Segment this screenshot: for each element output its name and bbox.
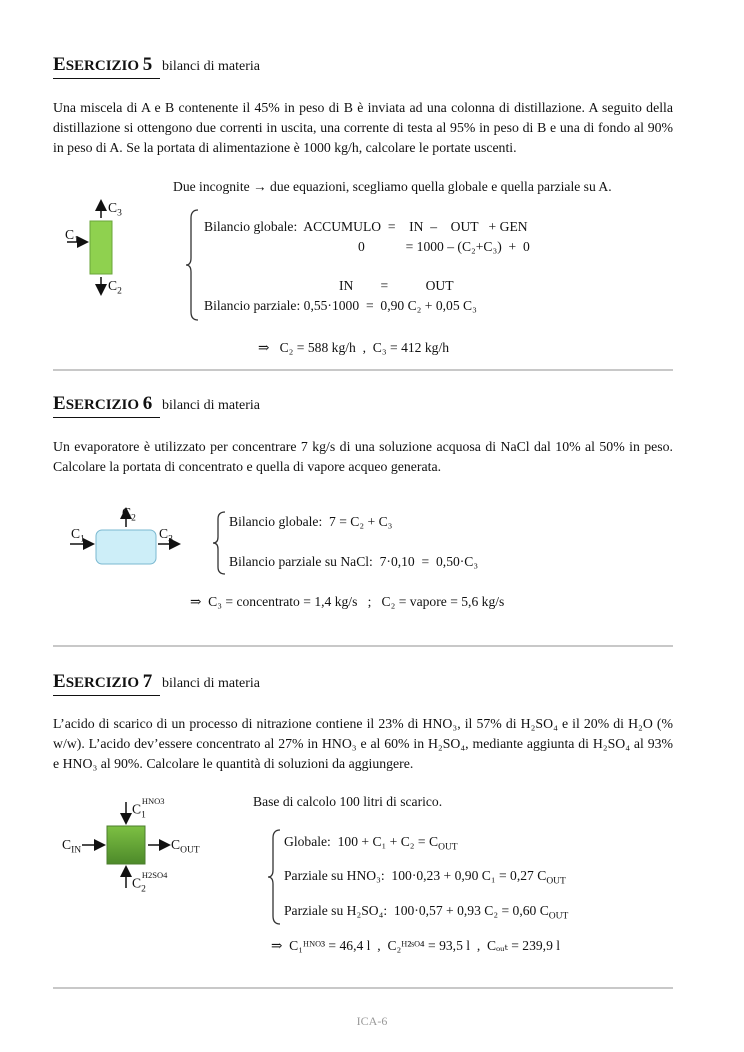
ex5-brace [184,208,202,323]
ex5-line1: Bilancio globale: ACCUMULO = IN – OUT + GEN [204,219,528,234]
ex7-subtitle: bilanci di materia [162,676,261,691]
ex6-line2: Bilancio parziale su NaCl: 7·0,10 = 0,50·C₃ [229,554,479,569]
ex6-label-c3: $C_3$ [159,526,173,545]
ex6-title-num: 6 [142,393,153,414]
ex7-title-num: 7 [142,671,153,692]
ex5-label-c3: $C_3$ [108,200,122,219]
page-number: ICA-6 [356,1014,388,1028]
ex6-text: Un evaporatore è utilizzato per concentrare 7 kg/s di una soluzione acquosa di NaCl dal 10% al 50% in peso. Calcolare la portata di concentrato e quella di vapore acqueo generata. [53,439,673,474]
ex5-column-diagram [60,196,150,301]
ex5-title-rest: SERCIZIO [65,58,140,74]
ex5-divider [53,369,673,371]
ex7-line3: Parziale su H₂SO₄: 100·0,57 + 0,93 C₂ = 0,60 $C_{OUT}$ [284,903,569,922]
ex5-line2: 0 = 1000 – (C₂+C₃) + 0 [358,239,530,254]
ex6-title-rest: SERCIZIO [65,397,140,413]
ex6-result: ⇒ C₃ = concentrato = 1,4 kg/s ; C₂ = vapore = 5,6 kg/s [190,594,505,609]
ex5-title [53,54,260,76]
ex7-result: ⇒ C₁ᴴᴺᴼ³ = 46,4 l , C₂ᴴ²ˢᴼ⁴ = 93,5 l , Cₒᵤₜ = 239,9 l [271,938,561,953]
ex7-line1: Globale: $100 + C_1 + C_2 = C_{OUT}$ [284,834,458,853]
ex5-result: ⇒ C₂ = 588 kg/h , C₃ = 412 kg/h [258,340,450,355]
ex7-intro: Base di calcolo 100 litri di scarico. [253,794,443,809]
ex7-label-cout: $C_{OUT}$ [171,837,200,856]
ex5-title-letter: E [53,54,66,75]
ex5-text: Una miscela di A e B contenente il 45% in peso di B è inviata ad una colonna di distillazione. A seguito della distillazione si ottengono due correnti in uscita, una corrente di testa al 95% in peso di B e una di fondo al 90% in peso di A. Se la portata di alimentazione è 1000 kg/h, calcolare le portate uscenti. [53,100,673,155]
ex7-label-c2: $C_2^{H2SO4}$ [132,870,168,895]
ex6-brace [211,510,229,576]
ex7-title-letter: E [53,671,66,692]
ex7-label-cin: $C_{IN}$ [62,837,82,856]
ex6-title [53,393,260,415]
ex5-subtitle: bilanci di materia [162,59,261,74]
ex5-title-num: 5 [142,54,153,75]
ex5-intro: Due incognite → due equazioni, scegliamo quella globale e quella parziale su A. [173,179,612,194]
ex6-label-c1: $C_1$ [71,526,85,545]
ex6-divider [53,645,673,647]
ex5-line3: IN = OUT [339,278,454,293]
ex7-title-rest: SERCIZIO [65,675,140,691]
ex7-text: L’acido di scarico di un processo di nitrazione contiene il 23% di HNO₃, il 57% di H₂SO₄ e il 20% di H₂O (% w/w). L’acido dev’essere concentrato al 27% in HNO₃ e al 60% in H₂SO₄, mediante aggiunta di H₂SO₄ al 93% e HNO₃ al 90%. Calcolare le quantità di soluzioni da aggiungere. [53,716,673,771]
ex7-brace [266,828,284,926]
ex5-label-c1: $C_1$ [65,227,79,246]
ex6-subtitle: bilanci di materia [162,398,261,413]
ex6-line1: Bilancio globale: 7 = C₂ + C₃ [229,514,393,529]
ex7-line2: Parziale su HNO₃: 100·0,23 + 0,90 C₁ = 0,27 $C_{OUT}$ [284,868,566,887]
ex7-divider [53,987,673,989]
ex7-label-c1: $C_1^{HNO3}$ [132,796,165,821]
ex5-label-c2: $C_2$ [108,278,122,297]
ex6-label-c2: $C_2$ [122,505,136,524]
ex7-title [53,671,260,693]
ex6-title-letter: E [53,393,66,414]
ex5-line4: Bilancio parziale: 0,55·1000 = 0,90 C₂ + 0,05 C₃ [204,298,477,313]
